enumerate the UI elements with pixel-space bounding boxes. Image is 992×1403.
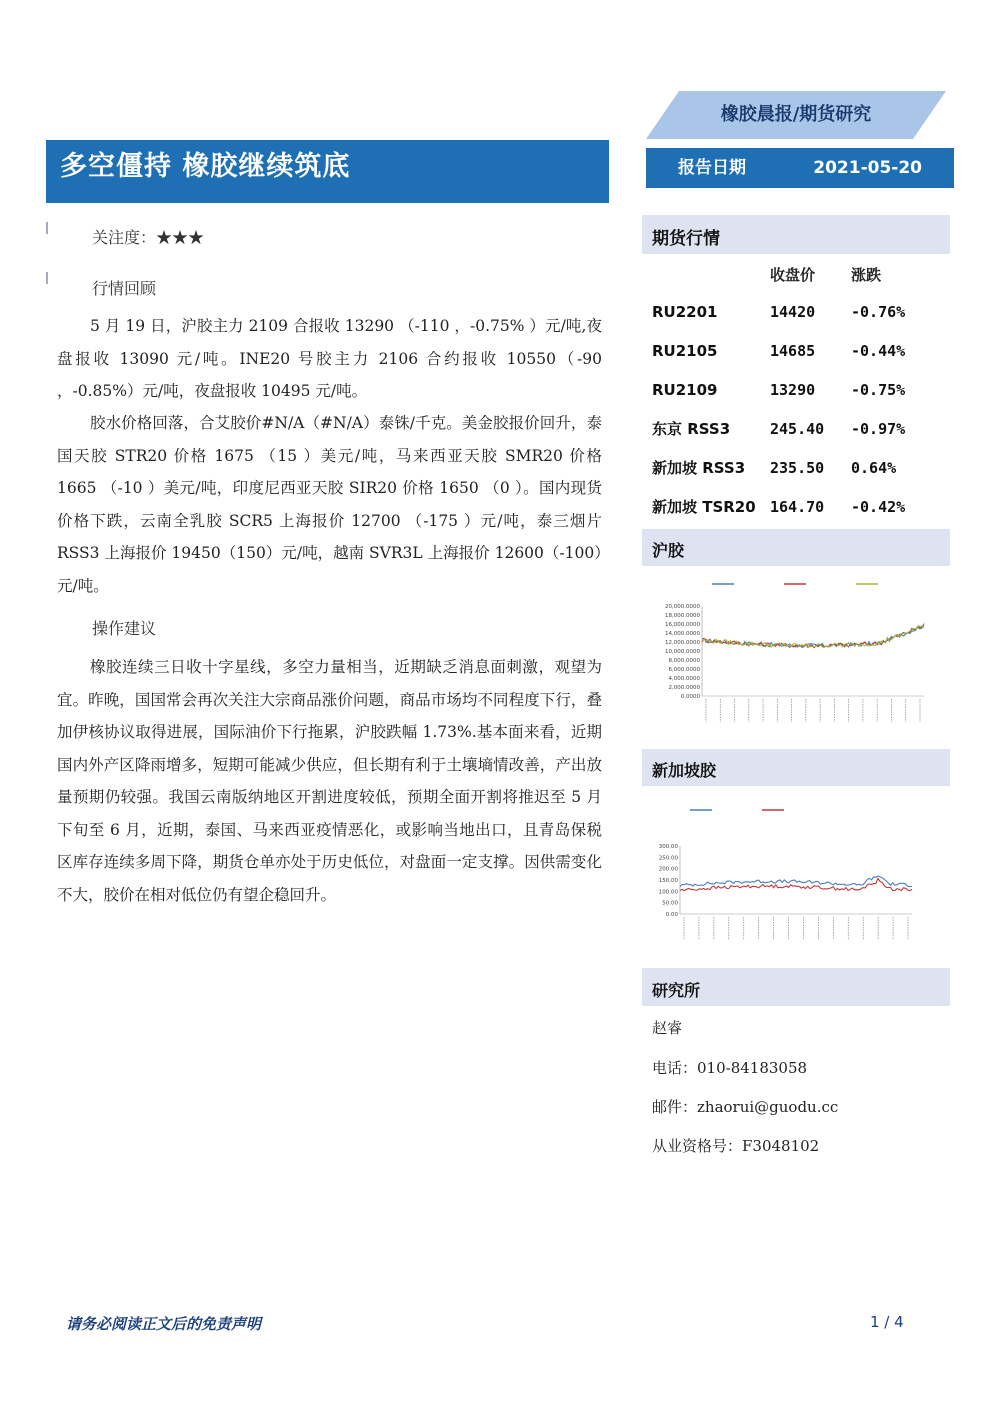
review-heading: 行情回顾 (92, 279, 157, 298)
contract-name: 东京 RSS3 (652, 420, 731, 438)
contract-name: 新加坡 RSS3 (652, 459, 746, 477)
analyst-phone: 电话：010-84183058 (652, 1059, 808, 1077)
chart2-title: 新加坡胶 (652, 761, 717, 780)
price-change: 0.64% (851, 459, 897, 477)
contract-name: RU2105 (652, 342, 718, 360)
page-title: 多空僵持 橡胶继续筑底 (60, 151, 351, 182)
quote-row (642, 410, 950, 449)
section-marker (46, 222, 48, 234)
price-change: -0.42% (851, 498, 906, 516)
report-type-label: 橡胶晨报/期货研究 (720, 104, 872, 125)
price-change: -0.97% (851, 420, 906, 438)
review-paragraph-2: 胶水价格回落，合艾胶价#N/A（#N/A）泰铢/千克。美金胶报价回升，泰国天胶 STR20 价格 1675 （15 ）美元/吨，马来西亚天胶 SMR20 价格 1665 （-10 ）美元/吨，印度尼西亚天胶 SIR20 价格 1650 （0 ）。国内现货价格下跌，云南全乳胶 SCR5 上海报价 12700 （-175 ）元/吨，泰三烟片 RSS3 上海报价 19450（150）元/吨，越南 SVR3L 上海报价 12600（-100）元/吨。 (57, 414, 602, 595)
report-date-bar (646, 148, 954, 188)
column-header-close: 收盘价 (770, 266, 816, 284)
chart1-title: 沪胶 (652, 541, 685, 560)
chart2-header (642, 749, 950, 786)
report-date-label: 报告日期 (678, 158, 746, 178)
contract-name: RU2109 (652, 381, 718, 399)
quote-row (642, 293, 950, 332)
close-price: 14685 (770, 342, 816, 360)
chart2-series (680, 876, 912, 891)
quote-section-title: 期货行情 (652, 229, 720, 249)
advice-heading: 操作建议 (92, 619, 157, 638)
y-tick-label: 18,000.0000 (665, 613, 700, 619)
y-tick-label: 10,000.0000 (665, 649, 700, 655)
institute-header (642, 968, 950, 1006)
y-tick-label: 50.00 (662, 900, 678, 907)
disclaimer-note[interactable]: 请务必阅读正文后的免责声明 (66, 1315, 262, 1333)
review-paragraph-1: 5 月 19 日，沪胶主力 2109 合报收 13290 （-110 ，-0.75% ）元/吨,夜盘报收 13090 元/吨。INE20 号胶主力 2106 合约报收 10550（-90 ，-0.85%）元/吨，夜盘报收 10495 元/吨。 (57, 317, 602, 400)
y-tick-label: 16,000.0000 (665, 622, 700, 628)
y-tick-label: 0.00 (665, 912, 678, 918)
analyst-name: 赵睿 (652, 1019, 683, 1037)
price-change: -0.44% (851, 342, 906, 360)
sgx-rubber-chart (648, 796, 944, 960)
institute-title: 研究所 (652, 981, 701, 1000)
quote-table-header (642, 258, 950, 290)
page-number: 1 / 4 (870, 1313, 904, 1331)
contract-name: 新加坡 TSR20 (652, 498, 756, 516)
series-line (680, 879, 912, 891)
close-price: 14420 (770, 303, 816, 321)
y-tick-label: 100.00 (658, 889, 678, 896)
quote-row (642, 449, 950, 488)
chart1-header (642, 529, 950, 566)
quote-row (642, 371, 950, 410)
y-tick-label: 6,000.0000 (668, 667, 700, 673)
y-tick-label: 4,000.0000 (668, 676, 700, 682)
y-tick-label: 300.00 (658, 844, 678, 850)
report-date-value: 2021-05-20 (813, 158, 922, 178)
y-tick-label: 8,000.0000 (668, 658, 700, 664)
close-price: 245.40 (770, 420, 825, 438)
series-line (702, 624, 924, 648)
analyst-license: 从业资格号：F3048102 (652, 1137, 820, 1155)
quote-row (642, 332, 950, 371)
y-tick-label: 150.00 (658, 878, 678, 884)
y-tick-label: 200.00 (658, 866, 678, 873)
shfe-rubber-chart (648, 572, 944, 748)
y-tick-label: 0.0000 (680, 694, 700, 700)
quote-section-header (642, 215, 950, 254)
close-price: 13290 (770, 381, 816, 399)
close-price: 164.70 (770, 498, 825, 516)
y-tick-label: 20,000.0000 (665, 604, 700, 610)
y-tick-label: 2,000.0000 (668, 685, 700, 691)
chart1-axes (665, 604, 924, 722)
y-tick-label: 250.00 (658, 855, 678, 862)
chart2-axes (659, 844, 912, 940)
contract-name: RU2201 (652, 303, 718, 321)
analyst-email[interactable]: 邮件：zhaorui@guodu.cc (652, 1098, 839, 1116)
price-change: -0.76% (851, 303, 906, 321)
y-tick-label: 14,000.0000 (665, 631, 700, 637)
close-price: 235.50 (770, 459, 825, 477)
y-tick-label: 12,000.0000 (665, 640, 700, 646)
price-change: -0.75% (851, 381, 906, 399)
advice-paragraph: 橡胶连续三日收十字星线，多空力量相当，近期缺乏消息面刺激，观望为宜。昨晚，国国常会再次关注大宗商品涨价问题，商品市场均不同程度下行，叠加伊核协议取得进展，国际油价下行拖累，沪胶跌幅 1.73%.基本面来看，近期国内外产区降雨增多，短期可能减少供应，但长期有利于土壤墒情改善，产出放量预期仍较强。我国云南版纳地区开割进度较低，预期全面开割将推迟至 5 月下旬至 6 月，近期，泰国、马来西亚疫情恶化，或影响当地出口，且青岛保税区库存连续多周下降，期货仓单亦处于历史低位，对盘面一定支撑。因供需变化不大，胶价在相对低位仍有望企稳回升。 (57, 658, 602, 904)
chart1-series (702, 624, 924, 648)
focus-rating: 关注度：★★★ (92, 228, 205, 247)
quote-row (642, 488, 950, 527)
column-header-change: 涨跌 (851, 266, 882, 284)
section-marker (46, 272, 48, 284)
